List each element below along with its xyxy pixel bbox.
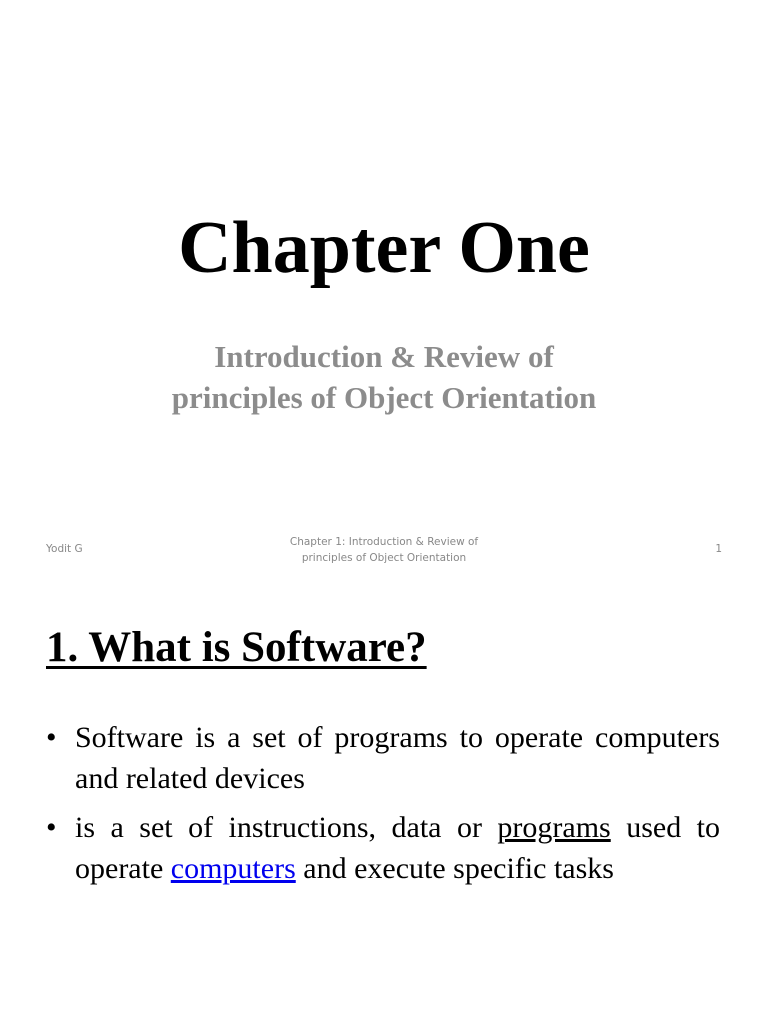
subtitle-line-2: principles of Object Orientation bbox=[171, 380, 597, 415]
footer-author: Yodit G bbox=[46, 543, 83, 555]
content-slide bbox=[0, 576, 768, 1024]
subtitle-line-1: Introduction & Review of bbox=[214, 339, 554, 374]
footer-chapter-line-2: principles of Object Orientation bbox=[301, 552, 467, 564]
bullet-text-part: is a set of instructions, data or bbox=[75, 811, 498, 844]
slide-subtitle bbox=[0, 336, 768, 418]
footer-chapter-title bbox=[46, 534, 722, 566]
footer-page-number: 1 bbox=[715, 543, 722, 555]
bullet-text-part: and execute specific tasks bbox=[295, 852, 614, 885]
bullet-text: Software is a set of programs to operate computers and related devices bbox=[75, 721, 720, 795]
bullet-text-part: used to operate bbox=[75, 811, 721, 885]
bullet-dot: • bbox=[46, 721, 57, 754]
bullet-list bbox=[46, 717, 720, 897]
slide-title: Chapter One bbox=[178, 207, 590, 289]
programs-underlined-text: programs bbox=[497, 811, 611, 844]
computers-link[interactable]: computers bbox=[170, 852, 296, 885]
bullet-item-definition bbox=[46, 717, 720, 799]
footer-chapter-line-1: Chapter 1: Introduction & Review of bbox=[289, 536, 479, 548]
section-heading: 1. What is Software? bbox=[46, 624, 427, 671]
bullet-dot: • bbox=[46, 811, 57, 844]
bullet-item-instructions bbox=[46, 807, 720, 889]
slide-footer bbox=[46, 534, 722, 568]
